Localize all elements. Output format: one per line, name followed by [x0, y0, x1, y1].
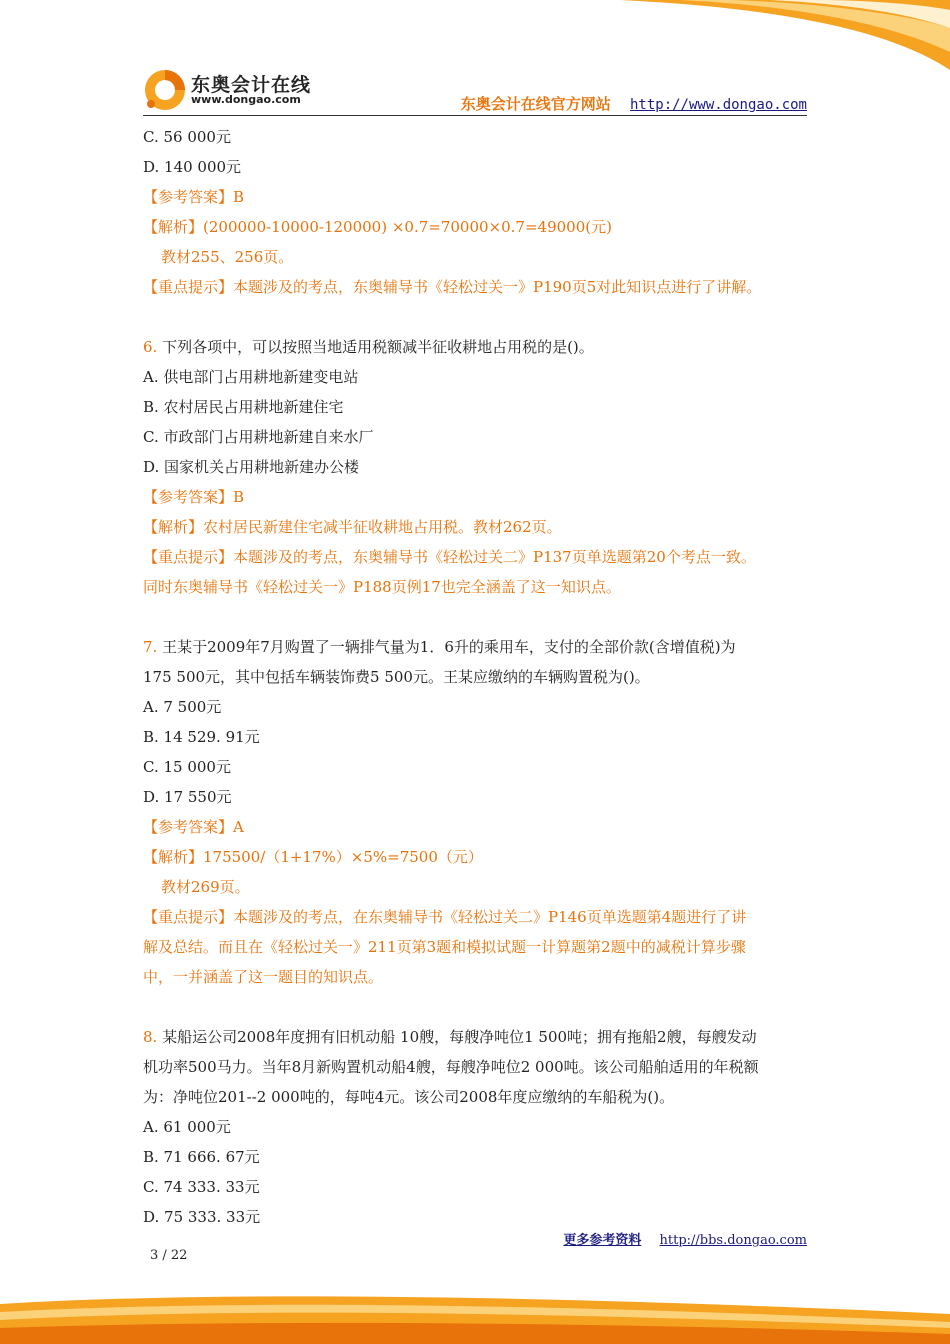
logo-url: www.dongao.com: [191, 93, 301, 106]
bbs-url-link[interactable]: http://bbs.dongao.com: [659, 1233, 807, 1248]
text-line: B. 14 529. 91元: [143, 728, 260, 746]
text-line: D. 国家机关占用耕地新建办公楼: [143, 458, 360, 476]
question-number: 7.: [143, 638, 158, 656]
paragraph-gap: [143, 992, 813, 1022]
text-line: 中，一并涵盖了这一题目的知识点。: [143, 968, 384, 986]
question-line: 8. 某船运公司2008年度拥有旧机动船 10艘，每艘净吨位1 500吨；拥有拖船2艘，每艘发动: [143, 1028, 757, 1046]
question-number: 8.: [143, 1028, 158, 1046]
text-line: 【参考答案】B: [143, 188, 245, 206]
text-line: 【重点提示】本题涉及的考点，在东奥辅导书《轻松过关二》P146页单选题第4题进行了讲: [143, 908, 747, 926]
text-line: C. 74 333. 33元: [143, 1178, 260, 1196]
text-line: D. 75 333. 33元: [143, 1208, 261, 1226]
text-line: D. 17 550元: [143, 788, 232, 806]
footer-links: [563, 1229, 807, 1248]
header-swoosh: [620, 0, 950, 70]
text-line: A. 7 500元: [143, 698, 222, 716]
text-line: 为：净吨位201--2 000吨的，每吨4元。该公司2008年度应缴纳的车船税为()。: [143, 1088, 675, 1106]
document-body: [143, 122, 813, 1232]
site-url-link[interactable]: http://www.dongao.com: [629, 97, 807, 113]
text-line: 175 500元，其中包括车辆装饰费5 500元。王某应缴纳的车辆购置税为()。: [143, 668, 650, 686]
text-line: B. 农村居民占用耕地新建住宅: [143, 398, 344, 416]
paragraph-gap: [143, 302, 813, 332]
text-line: 教材269页。: [161, 878, 250, 896]
text-line: 【重点提示】本题涉及的考点，东奥辅导书《轻松过关二》P137页单选题第20个考点一致。: [143, 548, 756, 566]
question-number: 6.: [143, 338, 158, 356]
header-site-info: [461, 93, 807, 114]
text-line: C. 市政部门占用耕地新建自来水厂: [143, 428, 374, 446]
text-line: C. 15 000元: [143, 758, 231, 776]
dongao-logo: [143, 66, 323, 112]
text-line: 机功率500马力。当年8月新购置机动船4艘，每艘净吨位2 000吨。该公司船舶适用的年税额: [143, 1058, 759, 1076]
text-line: A. 61 000元: [143, 1118, 231, 1136]
text-line: 【解析】农村居民新建住宅减半征收耕地占用税。教材262页。: [143, 518, 562, 536]
text-line: 解及总结。而且在《轻松过关一》211页第3题和模拟试题一计算题第2题中的减税计算步骤: [143, 938, 746, 956]
text-line: D. 140 000元: [143, 158, 242, 176]
text-line: A. 供电部门占用耕地新建变电站: [143, 368, 359, 386]
page-number: 3 / 22: [150, 1248, 188, 1263]
logo-chinese-name: 东奥会计在线: [191, 74, 312, 96]
footer-swoosh: [0, 1284, 950, 1344]
paragraph-gap: [143, 602, 813, 632]
question-line: 6. 下列各项中，可以按照当地适用税额减半征收耕地占用税的是()。: [143, 338, 594, 356]
text-line: C. 56 000元: [143, 128, 231, 146]
text-line: 【参考答案】B: [143, 488, 245, 506]
text-line: B. 71 666. 67元: [143, 1148, 260, 1166]
question-line: 7. 王某于2009年7月购置了一辆排气量为1．6升的乘用车，支付的全部价款(含增值税)为: [143, 638, 736, 656]
logo-mark-icon: [143, 68, 187, 112]
header-divider: [143, 115, 807, 116]
site-name: 东奥会计在线官方网站: [460, 95, 611, 113]
text-line: 【解析】(200000-10000-120000) ×0.7=70000×0.7=49000(元): [143, 218, 612, 236]
text-line: 同时东奥辅导书《轻松过关一》P188页例17也完全涵盖了这一知识点。: [143, 578, 621, 596]
text-line: 【参考答案】A: [143, 818, 244, 836]
text-line: 【重点提示】本题涉及的考点，东奥辅导书《轻松过关一》P190页5对此知识点进行了讲解。: [143, 278, 762, 296]
text-line: 教材255、256页。: [161, 248, 294, 266]
text-line: 【解析】175500/（1+17%）×5%=7500（元）: [143, 848, 483, 866]
more-references-link[interactable]: 更多参考资料: [563, 1233, 642, 1248]
